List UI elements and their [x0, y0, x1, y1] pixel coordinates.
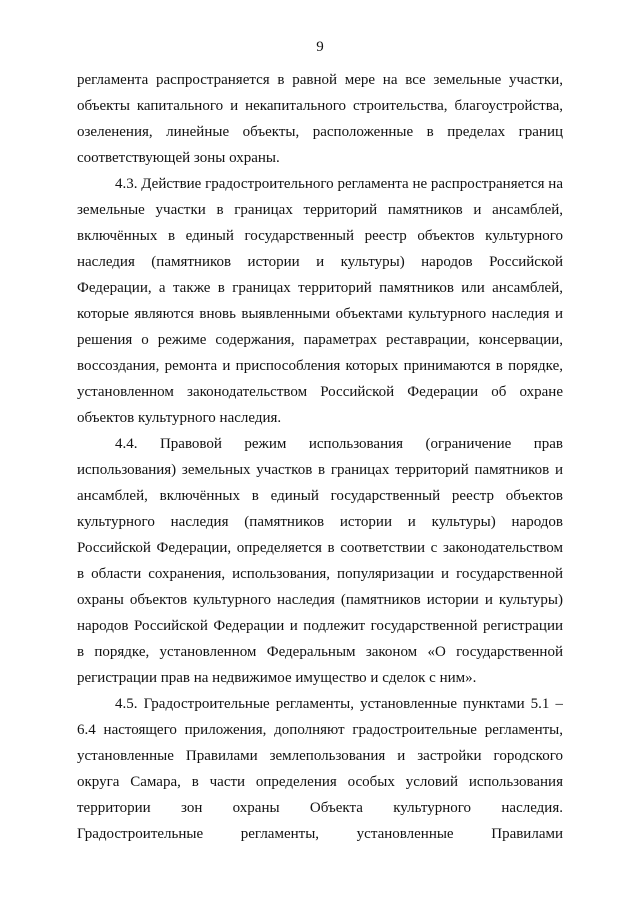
- paragraph-continuation: [77, 67, 563, 171]
- text-line: которые являются вновь выявленными объектами культурного наследия и: [77, 306, 563, 322]
- text-line: народов Российской Федерации и подлежит государственной регистрации: [77, 618, 563, 634]
- text-line: территории зон охраны Объекта культурного наследия.: [77, 800, 563, 816]
- text-line: Федерации, а также в границах территорий памятников или ансамблей,: [77, 280, 563, 296]
- text-line: культурного наследия (памятников истории и культуры) народов: [77, 514, 563, 530]
- text-line: наследия (памятников истории и культуры) народов Российской: [77, 254, 563, 270]
- text-line: 6.4 настоящего приложения, дополняют градостроительные регламенты,: [77, 722, 563, 738]
- text-line: регламента распространяется в равной мере на все земельные участки,: [77, 72, 563, 88]
- text-line: использования) земельных участков в границах территорий памятников и: [77, 462, 563, 478]
- text-line: воссоздания, ремонта и приспособления которых принимаются в порядке,: [77, 358, 563, 374]
- text-line: установленном законодательством Российской Федерации об охране: [77, 384, 563, 400]
- text-line: озеленения, линейные объекты, расположенные в пределах границ: [77, 124, 563, 140]
- text-line: ансамблей, включённых в единый государственный реестр объектов: [77, 488, 563, 504]
- text-line: объекты капитального и некапитального строительства, благоустройства,: [77, 98, 563, 114]
- text-line: 4.5. Градостроительные регламенты, установленные пунктами 5.1 –: [115, 696, 563, 712]
- text-line: 4.4. Правовой режим использования (ограничение прав: [115, 436, 563, 452]
- text-line: в порядке, установленном Федеральным законом «О государственной: [77, 644, 563, 660]
- text-line: Градостроительные регламенты, установленные Правилами: [77, 826, 563, 842]
- text-line: включённых в единый государственный реестр объектов культурного: [77, 228, 563, 244]
- text-line: округа Самара, в части определения особых условий использования: [77, 774, 563, 790]
- paragraph-4-3: [77, 171, 563, 431]
- text-line: соответствующей зоны охраны.: [77, 150, 280, 166]
- text-line: 4.3. Действие градостроительного регламента не распространяется на: [115, 176, 563, 192]
- text-line: решения о режиме содержания, параметрах реставрации, консервации,: [77, 332, 563, 348]
- text-line: установленные Правилами землепользования и застройки городского: [77, 748, 563, 764]
- page-number: 9: [316, 39, 324, 55]
- paragraph-4-5: [77, 691, 563, 847]
- document-body: [77, 67, 563, 847]
- text-line: земельные участки в границах территорий памятников и ансамблей,: [77, 202, 563, 218]
- text-line: охраны объектов культурного наследия (памятников истории и культуры): [77, 592, 563, 608]
- text-line: регистрации прав на недвижимое имущество и сделок с ним».: [77, 670, 477, 686]
- text-line: в области сохранения, использования, популяризации и государственной: [77, 566, 563, 582]
- text-line: Российской Федерации, определяется в соответствии с законодательством: [77, 540, 563, 556]
- paragraph-4-4: [77, 431, 563, 691]
- text-line: объектов культурного наследия.: [77, 410, 282, 426]
